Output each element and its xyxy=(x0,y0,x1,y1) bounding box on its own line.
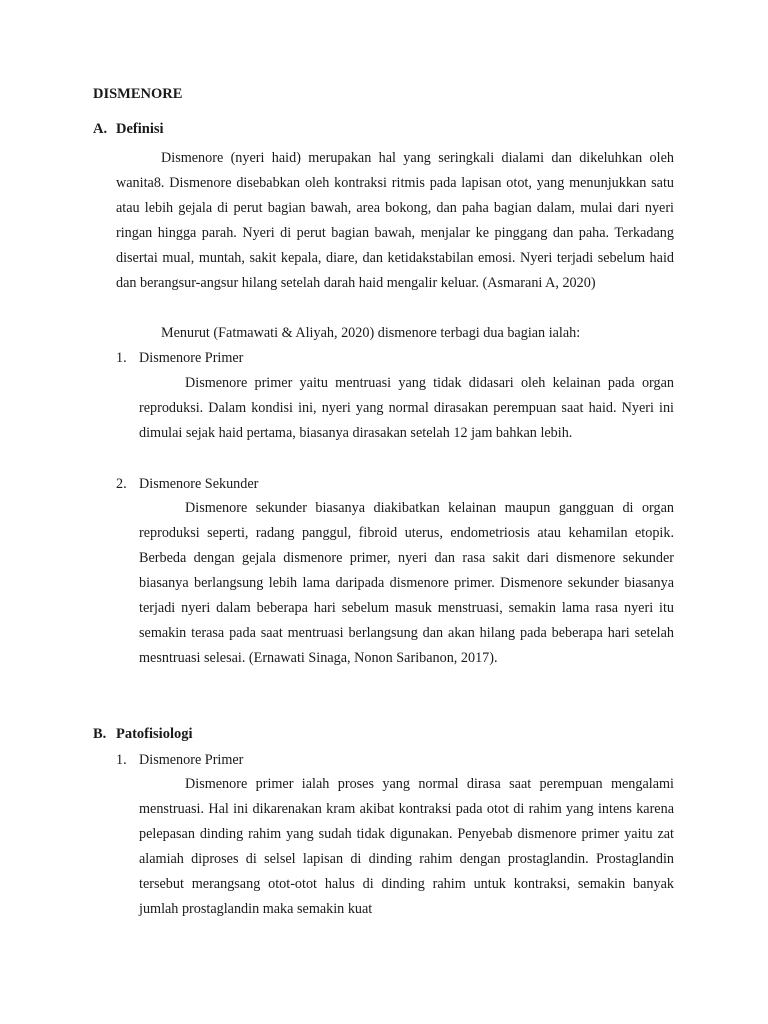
section-title: Patofisiologi xyxy=(116,726,193,742)
subsection-a1-heading xyxy=(116,350,243,367)
section-title: Definisi xyxy=(116,121,164,137)
dismenore-sekunder-paragraph: Dismenore sekunder biasanya diakibatkan kelainan maupun gangguan di organ reproduksi seperti, radang panggul, fibroid uterus, endometriosis atau kehamilan etopik. Berbeda dengan gejala dismenore primer, nyeri dan rasa sakit dari dismenore sekunder biasanya berlangsung lebih lama daripada dismenore primer. Dismenore sekunder biasanya terjadi nyeri dalam beberapa hari sebelum masuk menstruasi, semakin lama rasa nyeri itu semakin terasa pada saat mentruasi berlangsung dan akan hilang pada beberapa hari setelah mesntruasi selesai. (Ernawati Sinaga, Nonon Saribanon, 2017). xyxy=(139,500,674,666)
section-b-heading xyxy=(93,726,193,743)
definisi-intro-paragraph: Menurut (Fatmawati & Aliyah, 2020) dismenore terbagi dua bagian ialah: xyxy=(161,325,581,341)
dismenore-primer-paragraph: Dismenore primer yaitu mentruasi yang tidak didasari oleh kelainan pada organ reproduksi. Dalam kondisi ini, nyeri yang normal dirasakan perempuan saat haid. Nyeri ini dimulai sejak haid pertama, biasanya dirasakan setelah 12 jam bahkan lebih. xyxy=(139,375,674,441)
item-number: 2. xyxy=(116,476,127,492)
item-number: 1. xyxy=(116,350,127,366)
item-title: Dismenore Primer xyxy=(139,350,244,366)
definisi-paragraph: Dismenore (nyeri haid) merupakan hal yang seringkali dialami dan dikeluhkan oleh wanita8. Dismenore disebabkan oleh kontraksi ritmis pada lapisan otot, yang menunjukkan satu atau lebih gejala di perut bagian bawah, area bokong, dan paha bagian dalam, mulai dari nyeri ringan hingga parah. Nyeri di perut bagian bawah, menjalar ke pinggang dan paha. Terkadang disertai mual, muntah, sakit kepala, diare, dan ketidakstabilan emosi. Nyeri terjadi sebelum haid dan berangsur-angsur hilang setelah darah haid mengalir keluar. (Asmarani A, 2020) xyxy=(116,150,674,291)
section-a-heading xyxy=(93,121,164,138)
subsection-b1-heading xyxy=(116,752,243,769)
document-title: DISMENORE xyxy=(93,86,183,102)
patofisiologi-primer-paragraph: Dismenore primer ialah proses yang normal dirasa saat perempuan mengalami menstruasi. Hal ini dikarenakan kram akibat kontraksi pada otot di rahim yang intens karena pelepasan dinding rahim yang sudah tidak digunakan. Penyebab dismenore primer yaitu zat alamiah diproses di selsel lapisan di dinding rahim dengan prostaglandin. Prostaglandin tersebut merangsang otot-otot halus di dinding rahim untuk kontraksi, semakin banyak jumlah prostaglandin maka semakin kuat xyxy=(139,776,674,917)
section-letter: B. xyxy=(93,726,107,742)
subsection-a2-heading xyxy=(116,476,258,493)
item-title: Dismenore Primer xyxy=(139,752,244,768)
section-letter: A. xyxy=(93,121,108,137)
item-number: 1. xyxy=(116,752,127,768)
item-title: Dismenore Sekunder xyxy=(139,476,259,492)
